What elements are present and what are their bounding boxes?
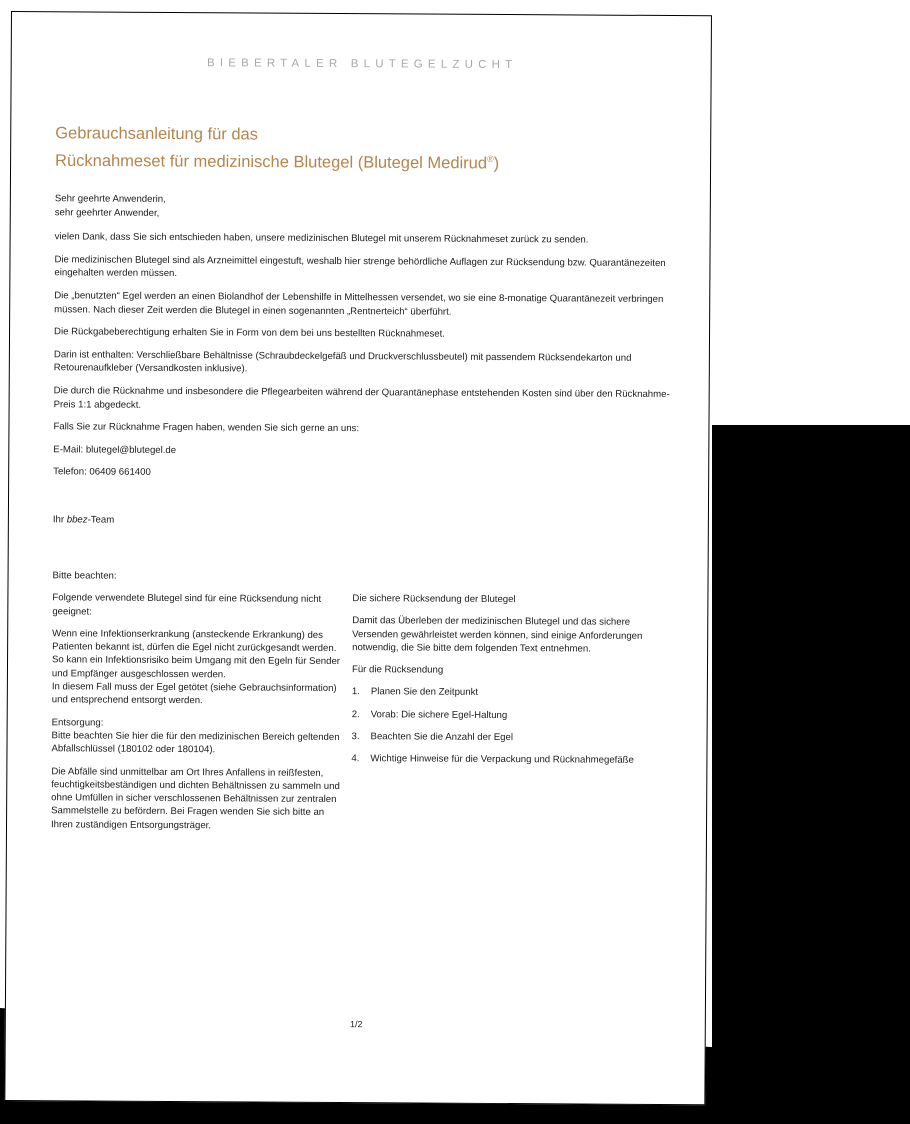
page-number: 1/2 xyxy=(350,1019,363,1030)
backdrop-bottom-strip xyxy=(164,1105,910,1124)
list-item-number: 2. xyxy=(351,708,360,720)
page-title-line-2-text: Rücknahmeset für medizinische Blutegel (Blutegel Medirud xyxy=(55,151,488,173)
intro-block xyxy=(53,192,677,539)
signature xyxy=(53,513,675,530)
contact-phone[interactable]: Telefon: 06409 661400 xyxy=(53,466,151,479)
paragraph-arzneimittel: Die medizinischen Blutegel sind als Arzneimittel eingestuft, weshalb hier strenge behördliche Auflagen zur Rücksendung bzw. Quarantänezeiten eingehalten werden müssen. xyxy=(54,254,666,280)
list-item xyxy=(351,752,651,767)
paragraph-infektion: Wenn eine Infektionserkrankung (ansteckende Erkrankung) des Patienten bekannt ist, dürfen die Egel nicht zurückgesandt werden. xyxy=(52,628,337,655)
paragraph-fragen: Falls Sie zur Rücknahme Fragen haben, wenden Sie sich gerne an uns: xyxy=(53,421,360,435)
list-item-label: Vorab: Die sichere Egel-Haltung xyxy=(370,708,508,721)
list-item xyxy=(352,730,652,745)
right-column xyxy=(351,592,652,777)
page-title-line-2 xyxy=(55,145,675,176)
ruecksendung-steps-list xyxy=(351,686,651,768)
document-page xyxy=(4,11,712,1105)
list-item-label: Wichtige Hinweise für die Verpackung und Rücknahmegefäße xyxy=(370,753,634,767)
paragraph-ueberleben: Damit das Überleben der medizinischen Blutegel und das sichere Versenden gewährleistet werden können, sind einige Anforderungen notwendig, die Sie bitte dem folgenden Text entnehmen. xyxy=(352,615,643,655)
brand-header: BIEBERTALER BLUTEGELZUCHT xyxy=(206,57,518,72)
backdrop-right-panel xyxy=(712,425,910,1108)
paragraph-risiko: So kann ein Infektionsrisiko beim Umgang mit den Egeln für Sender und Empfänger ausgeschlossen werden. xyxy=(51,654,341,681)
page-title xyxy=(55,122,675,176)
paragraph-abfallschluessel: Bitte beachten Sie hier die für den medizinischen Bereich geltenden Abfallschlüssel (180102 oder 180104). xyxy=(51,730,340,756)
list-item-label: Beachten Sie die Anzahl der Egel xyxy=(370,731,514,744)
paragraph-kosten: Die durch die Rücknahme und insbesondere die Pflegearbeiten während der Quarantänephase entstehenden Kosten sind über den Rücknahme-Preis 1:1 abgedeckt. xyxy=(53,385,670,411)
signature-prefix: Ihr xyxy=(52,514,67,526)
salutation-line-1: Sehr geehrte Anwenderin, xyxy=(54,193,166,205)
paragraph-abfaelle: Die Abfälle sind unmittelbar am Ort Ihres Anfallens in reißfesten, feuchtigkeitsbeständigen und dichten Behältnissen zu sammeln und ohne Umfüllen in sicher verschlossenen Behältnissen zur zentralen Sammelstelle zu befördern. Bei Fragen wenden Sie sich bitte an Ihren zuständigen Entsorgungsträger. xyxy=(50,765,340,831)
paragraph-nicht-geeignet: Folgende verwendete Blutegel sind für eine Rücksendung nicht geeignet: xyxy=(52,592,322,618)
paragraph-rueckgabeberechtigung: Die Rückgabeberechtigung erhalten Sie in Form von dem bei uns bestellten Rücknahmeset. xyxy=(54,326,445,340)
heading-entsorgung: Entsorgung: xyxy=(51,716,104,729)
list-item-number: 1. xyxy=(351,686,360,698)
list-item-number: 4. xyxy=(351,753,360,765)
document-page-content xyxy=(5,12,712,1105)
contact-email[interactable]: E-Mail: blutegel@blutegel.de xyxy=(53,443,177,456)
list-item xyxy=(352,708,652,723)
heading-bitte-beachten: Bitte beachten: xyxy=(52,570,117,582)
list-item-label: Planen Sie den Zeitpunkt xyxy=(370,686,479,699)
heading-fuer-ruecksendung: Für die Rücksendung xyxy=(351,664,444,676)
paragraph-biolandhof: Die „benutzten“ Egel werden an einen Biolandhof der Lebenshilfe in Mittelhessen versendet, wo sie eine 8-monatige Quarantänezeit verbringen müssen. Nach dieser Zeit werden die Blutegel in einen sogenannten „Rentnerteich“ überführt. xyxy=(54,290,664,318)
left-column xyxy=(51,569,348,842)
signature-brand: bbez xyxy=(66,514,88,526)
list-item xyxy=(352,686,652,701)
salutation-line-2: sehr geehrter Anwender, xyxy=(54,206,160,219)
page-title-line-1: Gebrauchsanleitung für das xyxy=(55,124,259,144)
signature-suffix: -Team xyxy=(87,514,115,526)
page-title-line-2-close: ) xyxy=(493,154,500,173)
paragraph-toeten: In diesem Fall muss der Egel getötet (siehe Gebrauchsinformation) und entsprechend entsorgt werden. xyxy=(51,681,337,707)
heading-sichere-ruecksendung: Die sichere Rücksendung der Blutegel xyxy=(352,593,516,606)
list-item-number: 3. xyxy=(351,731,360,743)
registered-mark: ® xyxy=(487,153,494,164)
paragraph-thanks: vielen Dank, dass Sie sich entschieden haben, unsere medizinischen Blutegel mit unserem Rücknahmeset zurück zu senden. xyxy=(54,231,589,246)
paragraph-enthalten: Darin ist enthalten: Verschließbare Behältnisse (Schraubdeckelgefäß und Druckverschlussbeutel) mit passendem Rücksendekarton und Retourenaufkleber (Versandkosten inklusive). xyxy=(53,349,632,375)
